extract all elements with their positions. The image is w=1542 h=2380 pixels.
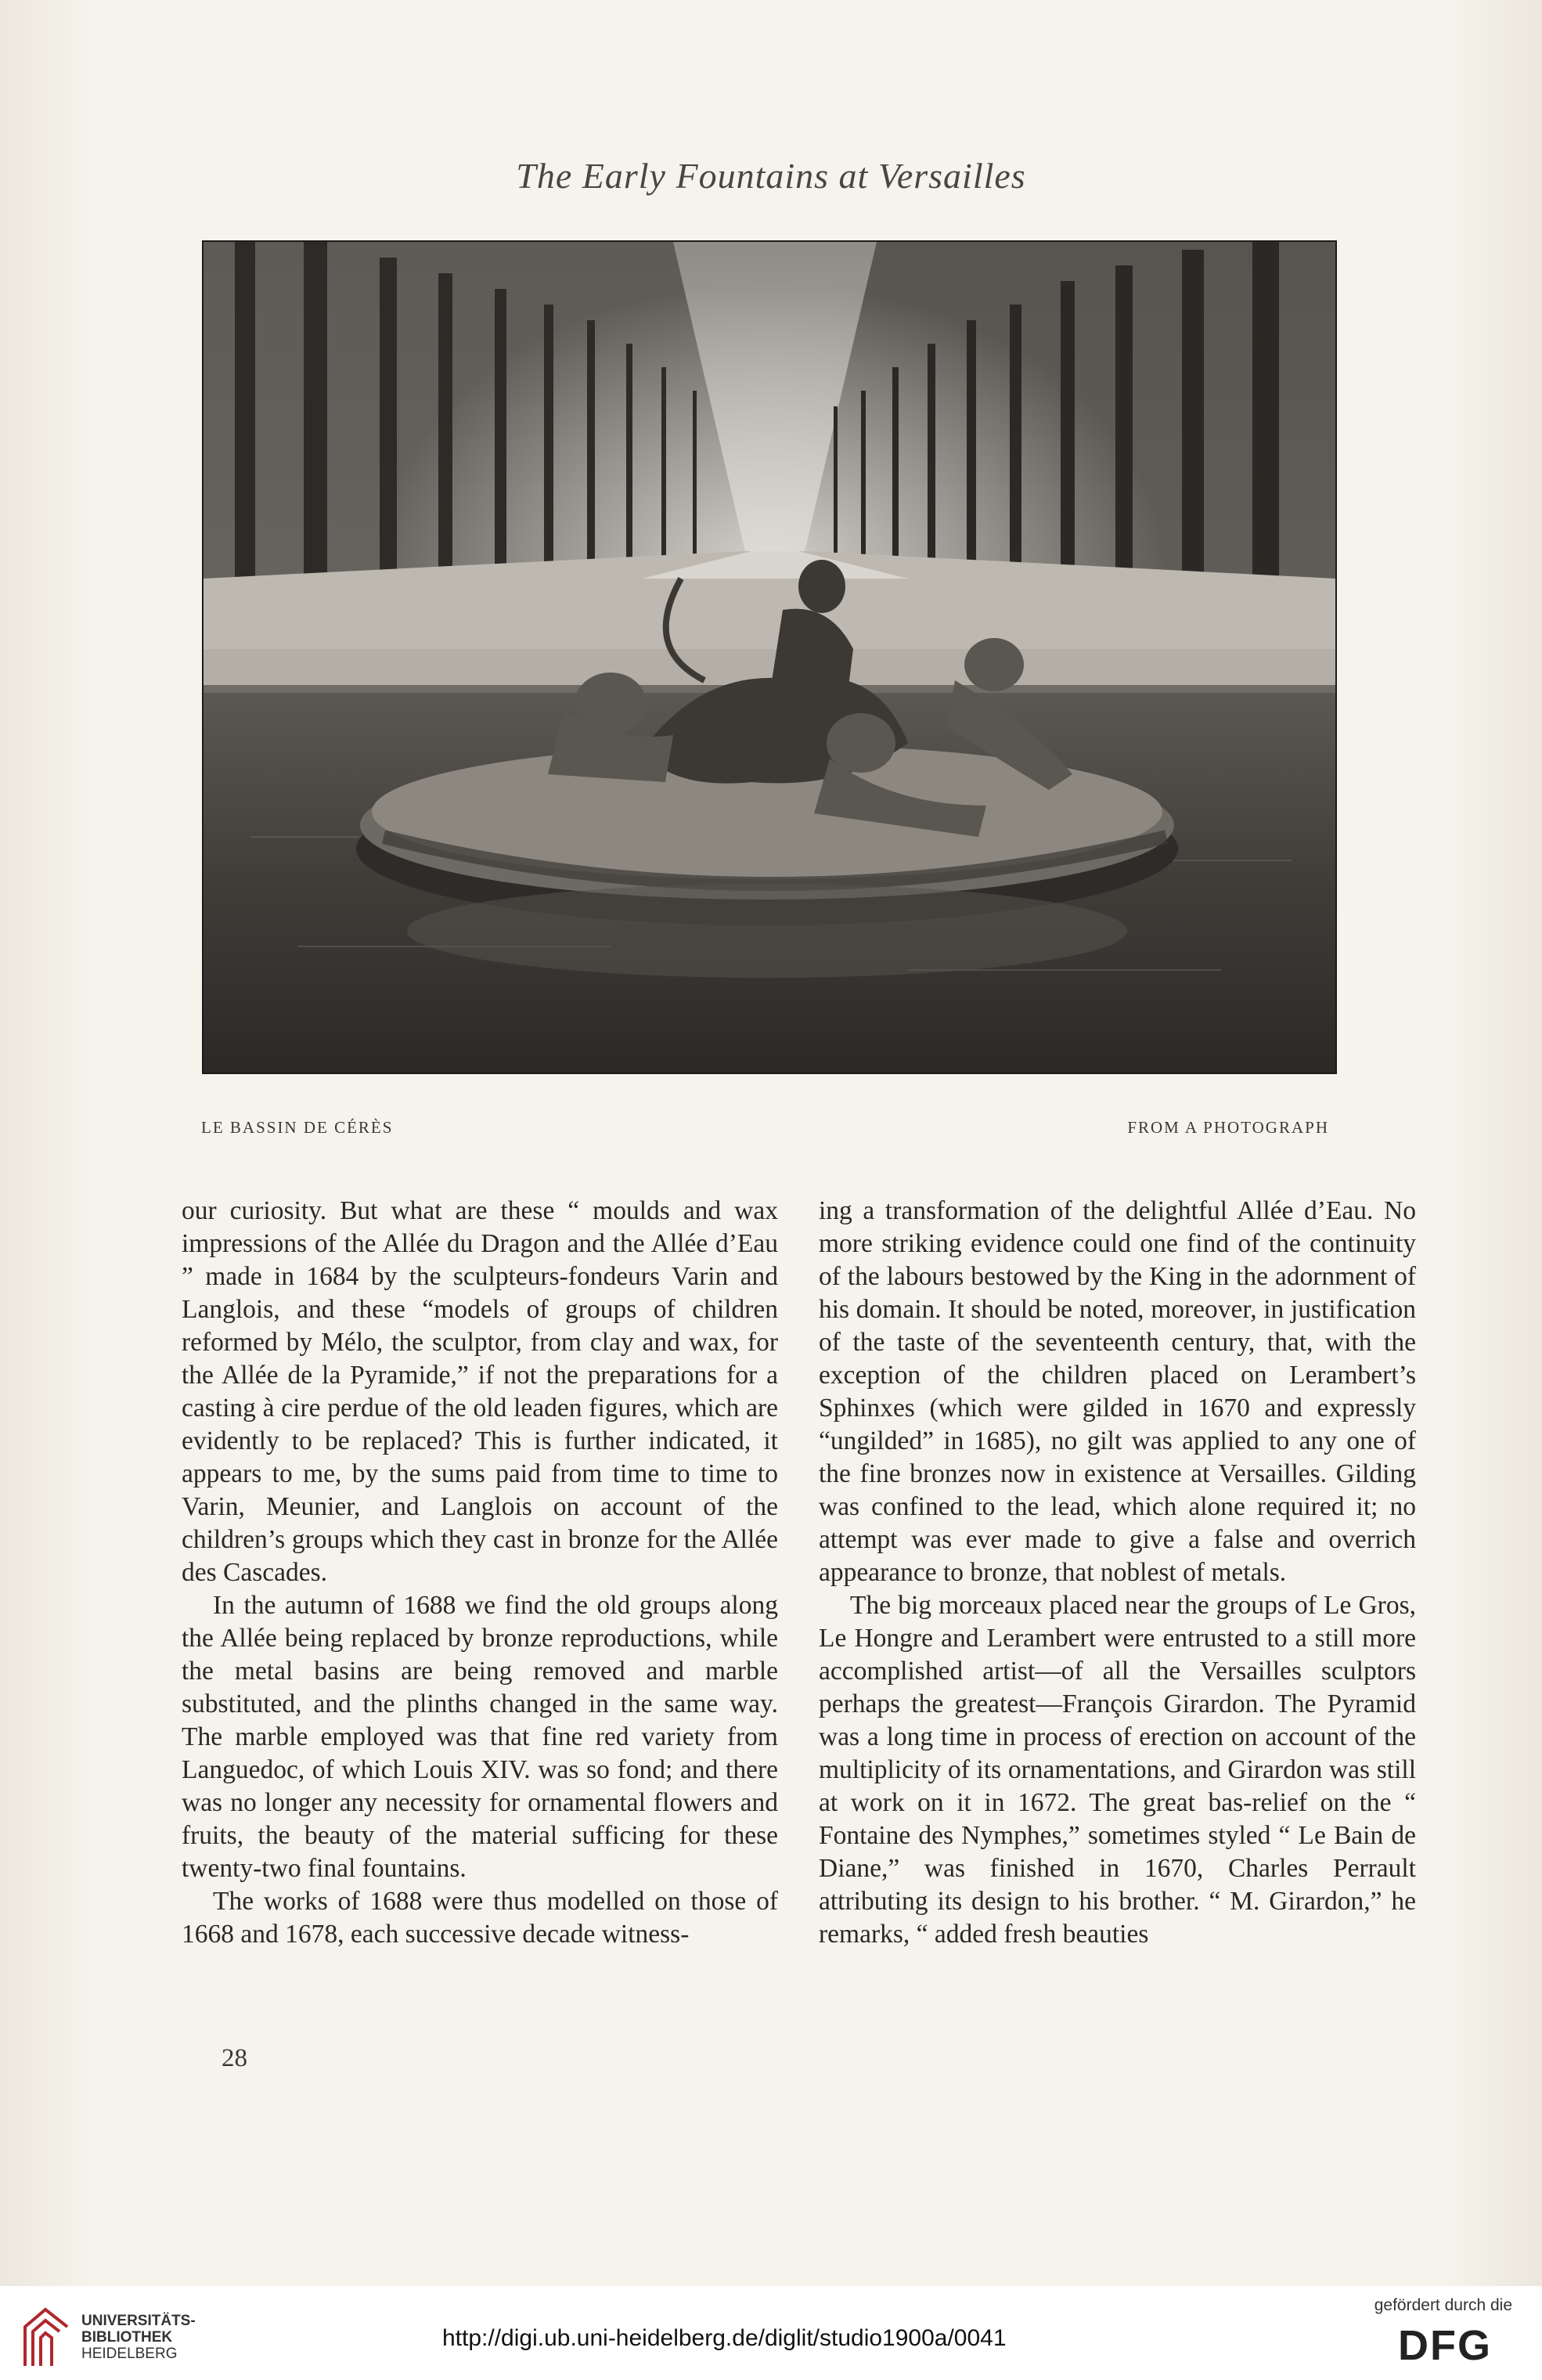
paragraph: our curiosity. But what are these “ moulds and wax impressions of the Allée du Dragon and the Allée d’Eau ” made in 1684 by the sculpteurs-fondeurs Varin and Langlois, and these “models of groups of children reformed by Mélo, the sculptor, from clay and wax, for the Allée de la Pyramide,” if not the preparations for a casting à cire perdue of the old leaden figures, which are evidently to be replaced? This is further indicated, it appears to me, by the sums paid from time to time to Varin, Meunier, and Langlois on account of the children’s groups which they cast in bronze for the Allée des Cascades. [182, 1196, 778, 1587]
paragraph: The big morceaux placed near the groups of Le Gros, Le Hongre and Lerambert were entrusted to a still more accomplished artist—of all the Versailles sculptors perhaps the greatest—François Girardon. The Pyramid was a long time in process of erection on account of the multiplicity of its ornamentations, and Girardon was still at work on it in 1672. The great bas-relief on the “ Fontaine des Nymphes,” sometimes styled “ Le Bain de Diane,” was finished in 1670, Charles Perrault attributing its design to his brother. “ M. Girardon,” he remarks, “ added fresh beauties [819, 1591, 1416, 1949]
dfg-logo-text: DFG [1398, 2324, 1492, 2363]
funding-label: gefördert durch die [1374, 2296, 1512, 2314]
left-column [182, 1195, 778, 1951]
photograph-bassin-de-ceres [202, 240, 1337, 1074]
permalink-url[interactable]: http://digi.ub.uni-heidelberg.de/diglit/studio1900a/0041 [442, 2325, 1007, 2351]
paragraph: ing a transformation of the delightful Allée d’Eau. No more striking evidence could one find of the continuity of the labours bestowed by the King in the adornment of his domain. It should be noted, moreover, in justification of the taste of the seventeenth century, that, with the exception of the children placed on Lerambert’s Sphinxes (which were gilded in 1670 and expressly “ungilded” in 1685), no gilt was applied to any one of the fine bronzes now in existence at Versailles. Gilding was confined to the lead, which alone required it; no attempt was ever made to give a false and overrich appearance to bronze, that noblest of metals. [819, 1196, 1416, 1587]
library-name [81, 2313, 196, 2362]
caption-credit: FROM A PHOTOGRAPH [1127, 1118, 1329, 1137]
caption-title: LE BASSIN DE CÉRÈS [201, 1118, 394, 1137]
library-name-line: BIBLIOTHEK [81, 2329, 173, 2346]
university-library-logo-icon [19, 2303, 74, 2369]
dfg-logo-icon [1398, 2324, 1514, 2363]
running-title: The Early Fountains at Versailles [516, 156, 1026, 196]
paragraph: The works of 1688 were thus modelled on those of 1668 and 1678, each successive decade witness- [182, 1887, 778, 1949]
library-name-line: HEIDELBERG [81, 2346, 178, 2362]
page-number: 28 [222, 2044, 247, 2072]
right-column [819, 1195, 1416, 1951]
paragraph: In the autumn of 1688 we find the old groups along the Allée being replaced by bronze reproductions, while the metal basins are being removed and marble substituted, and the plinths changed in the same way. The marble employed was that fine red variety from Languedoc, of which Louis XIV. was so fond; and there was no longer any necessity for ornamental flowers and fruits, the beauty of the material sufficing for these twenty-two final fountains. [182, 1591, 778, 1883]
library-name-line: UNIVERSITÄTS- [81, 2313, 196, 2329]
